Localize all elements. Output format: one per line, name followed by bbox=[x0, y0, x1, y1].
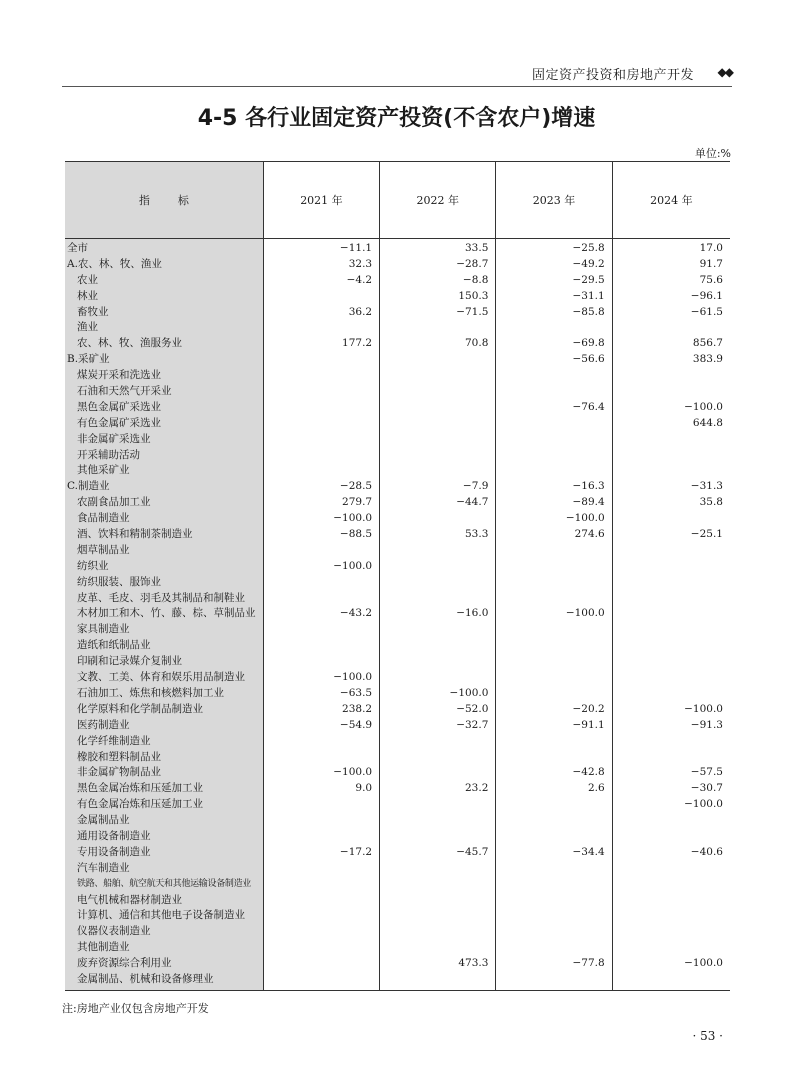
row-value: −88.5 bbox=[339, 528, 373, 541]
row-value bbox=[496, 559, 611, 575]
row-value bbox=[264, 940, 379, 956]
row-value bbox=[613, 463, 730, 479]
header-rule bbox=[62, 86, 732, 87]
row-value: −25.8 bbox=[572, 242, 605, 254]
row-value bbox=[496, 368, 611, 384]
row-value: 383.9 bbox=[692, 353, 723, 366]
row-value bbox=[264, 734, 379, 750]
row-label: B.采矿业 bbox=[67, 353, 110, 366]
row-label: 农副食品加工业 bbox=[77, 496, 151, 509]
row-value bbox=[613, 734, 730, 750]
row-value bbox=[496, 972, 611, 988]
row-value bbox=[496, 591, 611, 607]
row-value: 23.2 bbox=[465, 782, 489, 795]
row-value bbox=[380, 320, 495, 336]
row-value: −91.3 bbox=[690, 718, 723, 731]
row-value bbox=[496, 384, 611, 400]
row-value: −30.7 bbox=[690, 782, 723, 795]
row-value: −16.3 bbox=[572, 480, 605, 493]
row-value bbox=[380, 638, 495, 654]
row-value bbox=[264, 638, 379, 654]
row-value bbox=[380, 893, 495, 909]
row-value bbox=[264, 797, 379, 813]
row-value bbox=[380, 670, 495, 686]
row-value bbox=[496, 448, 611, 464]
row-value bbox=[496, 829, 611, 845]
header-2023: 2023 年 bbox=[496, 162, 612, 238]
row-value: −96.1 bbox=[690, 289, 723, 302]
row-label: 通用设备制造业 bbox=[77, 829, 151, 842]
table-body bbox=[65, 239, 730, 991]
row-value: −54.9 bbox=[339, 718, 373, 731]
row-value: −43.2 bbox=[339, 607, 373, 620]
row-value: 150.3 bbox=[458, 289, 489, 302]
row-value: −40.6 bbox=[690, 845, 723, 858]
row-value: −16.0 bbox=[456, 607, 489, 620]
row-value: −100.0 bbox=[333, 766, 373, 779]
row-label: C.制造业 bbox=[67, 480, 110, 493]
row-value bbox=[613, 813, 730, 829]
row-value: −28.5 bbox=[339, 480, 373, 493]
row-label: 化学纤维制造业 bbox=[77, 734, 151, 747]
row-value: 91.7 bbox=[699, 257, 723, 270]
row-value bbox=[380, 432, 495, 448]
row-value bbox=[496, 543, 611, 559]
row-value: −17.2 bbox=[339, 845, 373, 858]
row-label: 全市 bbox=[67, 242, 88, 254]
row-label: 金属制品、机械和设备修理业 bbox=[77, 972, 214, 985]
row-value bbox=[380, 861, 495, 877]
row-value bbox=[264, 750, 379, 766]
row-value bbox=[380, 813, 495, 829]
row-value bbox=[380, 797, 495, 813]
row-value: 70.8 bbox=[465, 337, 489, 350]
row-value bbox=[380, 416, 495, 432]
row-value: −71.5 bbox=[456, 305, 489, 318]
row-value: −25.1 bbox=[690, 528, 723, 541]
row-value: 644.8 bbox=[692, 416, 723, 429]
row-value: 53.3 bbox=[465, 528, 489, 541]
row-value bbox=[380, 654, 495, 670]
row-value bbox=[496, 861, 611, 877]
row-value: −61.5 bbox=[690, 305, 723, 318]
row-value: −29.5 bbox=[572, 273, 605, 286]
table-title: 4-5 各行业固定资产投资(不含农户)增速 bbox=[197, 106, 596, 131]
row-value: −57.5 bbox=[690, 766, 723, 779]
row-value bbox=[496, 670, 611, 686]
row-value: −63.5 bbox=[339, 686, 373, 699]
row-value bbox=[613, 638, 730, 654]
row-label: 文教、工美、体育和娱乐用品制造业 bbox=[77, 671, 245, 684]
header-2021: 2021 年 bbox=[264, 162, 380, 238]
row-value bbox=[613, 924, 730, 940]
row-label: 废弃资源综合利用业 bbox=[77, 957, 172, 970]
row-label: 石油加工、炼焦和核燃料加工业 bbox=[77, 686, 224, 699]
row-value bbox=[613, 750, 730, 766]
row-value bbox=[496, 924, 611, 940]
row-value: −100.0 bbox=[684, 798, 723, 811]
row-label: A.农、林、牧、渔业 bbox=[67, 257, 162, 270]
row-value bbox=[613, 432, 730, 448]
row-value bbox=[380, 591, 495, 607]
row-value bbox=[264, 289, 379, 305]
row-value bbox=[380, 368, 495, 384]
row-label: 化学原料和化学制品制造业 bbox=[77, 702, 203, 715]
row-value bbox=[496, 320, 611, 336]
row-value: 17.0 bbox=[699, 242, 723, 254]
row-value bbox=[613, 559, 730, 575]
row-value bbox=[496, 575, 611, 591]
row-label: 煤炭开采和洗选业 bbox=[77, 369, 161, 382]
row-label: 金属制品业 bbox=[77, 814, 130, 827]
row-label: 农、林、牧、渔服务业 bbox=[77, 337, 182, 350]
row-label: 皮革、毛皮、羽毛及其制品和制鞋业 bbox=[77, 591, 245, 604]
row-value: −45.7 bbox=[456, 845, 489, 858]
row-value: −11.1 bbox=[339, 242, 373, 254]
row-value bbox=[613, 654, 730, 670]
row-value: 177.2 bbox=[342, 337, 373, 350]
row-value bbox=[613, 543, 730, 559]
row-value: −52.0 bbox=[456, 702, 489, 715]
row-value bbox=[496, 432, 611, 448]
row-label: 家具制造业 bbox=[77, 623, 130, 636]
row-value: 33.5 bbox=[465, 242, 489, 254]
row-value bbox=[613, 591, 730, 607]
row-value bbox=[613, 829, 730, 845]
row-value bbox=[380, 765, 495, 781]
row-value: −56.6 bbox=[572, 353, 605, 366]
row-label: 专用设备制造业 bbox=[77, 845, 151, 858]
row-label: 黑色金属冶炼和压延加工业 bbox=[77, 782, 203, 795]
row-value bbox=[264, 368, 379, 384]
row-value bbox=[380, 463, 495, 479]
row-value: −69.8 bbox=[572, 337, 605, 350]
row-label: 电气机械和器材制造业 bbox=[77, 893, 182, 906]
row-value: 36.2 bbox=[348, 305, 373, 318]
row-value: −7.9 bbox=[462, 480, 489, 493]
row-value: −76.4 bbox=[572, 400, 605, 413]
row-value bbox=[264, 877, 379, 893]
row-value bbox=[264, 591, 379, 607]
row-value bbox=[264, 829, 379, 845]
column-2021 bbox=[264, 239, 380, 990]
row-value bbox=[613, 972, 730, 988]
row-value: 75.6 bbox=[699, 273, 723, 286]
row-value bbox=[264, 972, 379, 988]
row-value bbox=[496, 654, 611, 670]
row-label: 石油和天然气开采业 bbox=[77, 385, 172, 398]
row-value bbox=[380, 384, 495, 400]
row-label: 农业 bbox=[77, 273, 98, 286]
row-value bbox=[264, 416, 379, 432]
row-value bbox=[613, 670, 730, 686]
running-header bbox=[62, 64, 732, 84]
row-label: 畜牧业 bbox=[77, 305, 109, 318]
row-value bbox=[496, 893, 611, 909]
row-value: −4.2 bbox=[346, 273, 373, 286]
header-2022: 2022 年 bbox=[380, 162, 496, 238]
data-table bbox=[65, 161, 730, 991]
row-value bbox=[496, 638, 611, 654]
row-value: −20.2 bbox=[572, 702, 605, 715]
row-value bbox=[380, 511, 495, 527]
row-value bbox=[496, 813, 611, 829]
row-value bbox=[264, 463, 379, 479]
row-label: 有色金属冶炼和压延加工业 bbox=[77, 798, 203, 811]
row-value: −77.8 bbox=[572, 957, 605, 970]
row-value: −85.8 bbox=[572, 305, 605, 318]
row-value bbox=[380, 877, 495, 893]
row-value: 35.8 bbox=[699, 496, 723, 509]
row-value: −100.0 bbox=[565, 607, 605, 620]
row-label: 医药制造业 bbox=[77, 718, 130, 731]
row-value: −32.7 bbox=[456, 718, 489, 731]
row-value: 279.7 bbox=[342, 496, 373, 509]
row-value bbox=[613, 606, 730, 622]
row-value bbox=[380, 972, 495, 988]
row-value bbox=[380, 750, 495, 766]
row-value bbox=[496, 686, 611, 702]
row-value bbox=[264, 352, 379, 368]
row-label: 非金属矿采选业 bbox=[77, 432, 151, 445]
row-label: 其他制造业 bbox=[77, 941, 130, 954]
row-label: 烟草制品业 bbox=[77, 543, 130, 556]
row-label: 有色金属矿采选业 bbox=[77, 416, 161, 429]
row-value bbox=[264, 575, 379, 591]
row-value: −100.0 bbox=[684, 957, 723, 970]
header-indicator: 指 标 bbox=[65, 162, 264, 238]
footnote: 注:房地产业仅包含房地产开发 bbox=[62, 1002, 209, 1015]
row-value: −44.7 bbox=[456, 496, 489, 509]
row-value: −100.0 bbox=[684, 400, 723, 413]
row-value: −100.0 bbox=[684, 702, 723, 715]
row-value: −31.1 bbox=[572, 289, 605, 302]
row-value: −34.4 bbox=[572, 845, 605, 858]
table-header bbox=[65, 161, 730, 239]
row-value bbox=[380, 400, 495, 416]
row-label: 开采辅助活动 bbox=[77, 448, 140, 461]
row-value bbox=[380, 924, 495, 940]
row-value bbox=[264, 813, 379, 829]
diamond-ornament-icon: ◆◆ bbox=[717, 65, 732, 79]
row-value bbox=[613, 622, 730, 638]
row-value bbox=[613, 686, 730, 702]
row-label: 非金属矿物制品业 bbox=[77, 766, 161, 779]
row-value bbox=[380, 448, 495, 464]
row-label: 计算机、通信和其他电子设备制造业 bbox=[77, 909, 245, 922]
row-value bbox=[496, 750, 611, 766]
row-value: 2.6 bbox=[587, 782, 605, 795]
row-value bbox=[380, 575, 495, 591]
row-value bbox=[613, 575, 730, 591]
row-value bbox=[264, 400, 379, 416]
row-value: −100.0 bbox=[333, 559, 373, 572]
row-value bbox=[264, 924, 379, 940]
row-value bbox=[496, 734, 611, 750]
unit-label: 单位:% bbox=[694, 147, 731, 160]
row-label: 渔业 bbox=[77, 321, 98, 334]
row-label: 铁路、船舶、航空航天和其他运输设备制造业 bbox=[77, 878, 252, 889]
header-2024: 2024 年 bbox=[650, 194, 693, 207]
row-value bbox=[380, 543, 495, 559]
label-column bbox=[65, 239, 264, 990]
row-value bbox=[613, 320, 730, 336]
row-label: 黑色金属矿采选业 bbox=[77, 400, 161, 413]
row-value: −100.0 bbox=[449, 686, 489, 699]
row-label: 橡胶和塑料制品业 bbox=[77, 750, 161, 763]
row-value: −89.4 bbox=[572, 496, 605, 509]
row-value bbox=[264, 320, 379, 336]
row-label: 林业 bbox=[77, 289, 98, 302]
row-value: 856.7 bbox=[692, 337, 723, 350]
column-2022 bbox=[380, 239, 496, 990]
row-value bbox=[496, 877, 611, 893]
row-value bbox=[496, 416, 611, 432]
row-label: 汽车制造业 bbox=[77, 861, 130, 874]
row-label: 仪器仪表制造业 bbox=[77, 925, 151, 938]
row-value bbox=[613, 908, 730, 924]
row-value bbox=[380, 734, 495, 750]
row-value bbox=[380, 908, 495, 924]
row-value bbox=[613, 877, 730, 893]
row-value: 473.3 bbox=[458, 957, 489, 970]
row-label: 食品制造业 bbox=[77, 512, 130, 525]
row-value bbox=[613, 384, 730, 400]
row-value bbox=[264, 448, 379, 464]
row-value: −31.3 bbox=[690, 480, 723, 493]
row-value bbox=[613, 940, 730, 956]
row-value bbox=[613, 448, 730, 464]
row-value bbox=[613, 861, 730, 877]
row-label: 木材加工和木、竹、藤、棕、草制品业 bbox=[77, 607, 256, 620]
row-label: 纺织服装、服饰业 bbox=[77, 575, 161, 588]
row-value bbox=[264, 654, 379, 670]
row-value bbox=[496, 908, 611, 924]
row-value bbox=[264, 543, 379, 559]
column-2023 bbox=[496, 239, 612, 990]
row-value bbox=[264, 384, 379, 400]
row-value bbox=[264, 908, 379, 924]
row-label: 印刷和记录媒介复制业 bbox=[77, 655, 182, 668]
row-value bbox=[496, 940, 611, 956]
row-value: −28.7 bbox=[456, 257, 489, 270]
row-value bbox=[380, 622, 495, 638]
row-value bbox=[264, 432, 379, 448]
row-value: 9.0 bbox=[355, 782, 373, 795]
row-value: 274.6 bbox=[574, 528, 605, 541]
row-value: −100.0 bbox=[333, 671, 373, 684]
row-value: −91.1 bbox=[572, 718, 605, 731]
row-value bbox=[264, 622, 379, 638]
row-value bbox=[380, 940, 495, 956]
row-value: −8.8 bbox=[462, 273, 489, 286]
row-value: −42.8 bbox=[572, 766, 605, 779]
row-value bbox=[380, 829, 495, 845]
row-value bbox=[380, 559, 495, 575]
row-label: 纺织业 bbox=[77, 559, 109, 572]
row-value bbox=[264, 861, 379, 877]
row-value bbox=[496, 622, 611, 638]
row-label: 造纸和纸制品业 bbox=[77, 639, 151, 652]
row-value: 238.2 bbox=[342, 702, 373, 715]
row-value: −100.0 bbox=[333, 512, 373, 525]
row-value bbox=[496, 463, 611, 479]
row-value bbox=[613, 511, 730, 527]
row-label: 其他采矿业 bbox=[77, 464, 130, 477]
row-value bbox=[264, 893, 379, 909]
row-value: 32.3 bbox=[348, 257, 373, 270]
column-2024 bbox=[613, 239, 730, 990]
row-value bbox=[613, 368, 730, 384]
row-value bbox=[380, 352, 495, 368]
row-value: −100.0 bbox=[565, 512, 605, 525]
section-title: 固定资产投资和房地产开发 bbox=[531, 68, 694, 83]
row-value bbox=[264, 956, 379, 972]
row-value bbox=[613, 893, 730, 909]
row-value bbox=[496, 797, 611, 813]
row-value: −49.2 bbox=[572, 257, 605, 270]
row-label: 酒、饮料和精制茶制造业 bbox=[77, 528, 193, 541]
page-number: · 53 · bbox=[692, 1029, 723, 1043]
